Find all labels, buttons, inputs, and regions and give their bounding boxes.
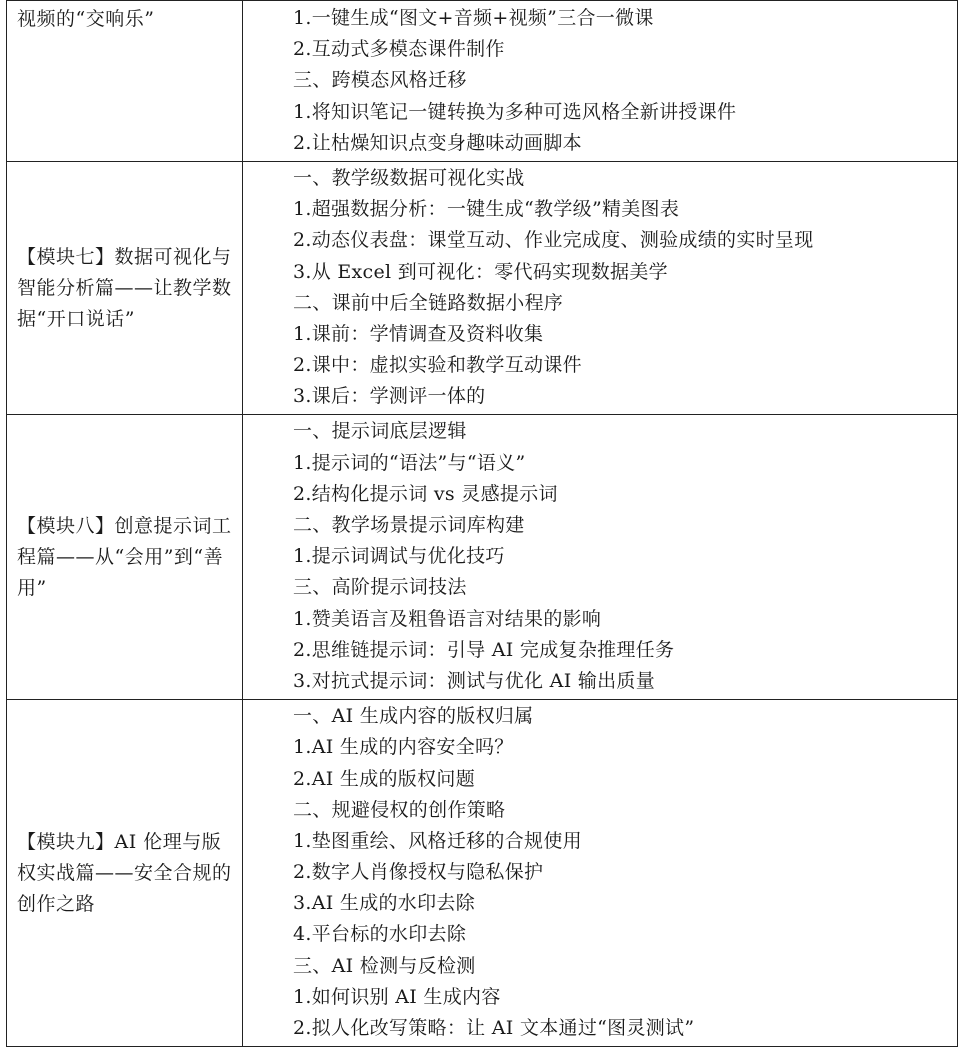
list-item: 1.提示词的“语法”与“语义” xyxy=(293,451,526,474)
list-item: 2.结构化提示词 vs 灵感提示词 xyxy=(293,482,558,505)
list-item: 3.课后：学测评一体的 xyxy=(293,385,486,408)
list-item: 2.拟人化改写策略：让 AI 文本通过“图灵测试” xyxy=(293,1017,695,1039)
module-content-cell xyxy=(243,415,958,700)
list-item: 2.数字人肖像授权与隐私保护 xyxy=(293,861,544,884)
section-heading: 一、提示词底层逻辑 xyxy=(293,420,467,443)
list-item: 1.超强数据分析：一键生成“教学级”精美图表 xyxy=(293,198,680,221)
list-item: 1.课前：学情调查及资料收集 xyxy=(293,322,544,345)
module-title-cell xyxy=(7,700,243,1047)
module-content-cell xyxy=(243,700,958,1047)
table-row xyxy=(7,1,958,162)
table-row xyxy=(7,161,958,415)
module-title-cell xyxy=(7,161,243,415)
list-item: 1.赞美语言及粗鲁语言对结果的影响 xyxy=(293,607,602,630)
list-item: 1.提示词调试与优化技巧 xyxy=(293,545,505,568)
list-item: 3.从 Excel 到可视化：零代码实现数据美学 xyxy=(293,260,668,283)
list-item: 2.互动式多模态课件制作 xyxy=(293,38,505,61)
module-content-cell xyxy=(243,161,958,415)
list-item: 2.AI 生成的版权问题 xyxy=(293,767,475,790)
table-row xyxy=(7,415,958,700)
module-content-cell xyxy=(243,1,958,162)
section-heading: 三、AI 检测与反检测 xyxy=(293,954,476,977)
module-title: 【模块七】数据可视化与智能分析篇——让教学数据“开口说话” xyxy=(17,245,232,330)
list-item: 3.AI 生成的水印去除 xyxy=(293,892,475,915)
section-heading: 二、教学场景提示词库构建 xyxy=(293,514,525,536)
list-item: 1.一键生成“图文+音频+视频”三合一微课 xyxy=(293,7,654,29)
list-item: 2.让枯燥知识点变身趣味动画脚本 xyxy=(293,131,582,154)
list-item: 2.动态仪表盘：课堂互动、作业完成度、测验成绩的实时呈现 xyxy=(293,229,814,252)
list-item: 1.将知识笔记一键转换为多种可选风格全新讲授课件 xyxy=(293,100,737,123)
section-heading: 三、高阶提示词技法 xyxy=(293,576,467,599)
list-item: 1.垫图重绘、风格迁移的合规使用 xyxy=(293,829,582,852)
section-heading: 二、课前中后全链路数据小程序 xyxy=(293,291,564,314)
module-title: 视频的“交响乐” xyxy=(17,8,155,30)
module-title-cell xyxy=(7,1,243,162)
list-item: 4.平台标的水印去除 xyxy=(293,923,467,946)
module-title: 【模块九】AI 伦理与版权实战篇——安全合规的创作之路 xyxy=(17,830,232,915)
list-item: 2.课中：虚拟实验和教学互动课件 xyxy=(293,354,582,377)
list-item: 1.如何识别 AI 生成内容 xyxy=(293,985,501,1008)
list-item: 2.思维链提示词：引导 AI 完成复杂推理任务 xyxy=(293,638,675,661)
list-item: 1.AI 生成的内容安全吗？ xyxy=(293,736,514,759)
module-title: 【模块八】创意提示词工程篇——从“会用”到“善用” xyxy=(17,514,232,599)
module-title-cell xyxy=(7,415,243,700)
section-heading: 一、教学级数据可视化实战 xyxy=(293,166,525,189)
list-item: 三、跨模态风格迁移 xyxy=(293,69,467,92)
table-row xyxy=(7,700,958,1047)
course-outline-table xyxy=(6,0,958,1047)
list-item: 3.对抗式提示词：测试与优化 AI 输出质量 xyxy=(293,669,656,692)
section-heading: 二、规避侵权的创作策略 xyxy=(293,798,506,821)
section-heading: 一、AI 生成内容的版权归属 xyxy=(293,705,534,728)
